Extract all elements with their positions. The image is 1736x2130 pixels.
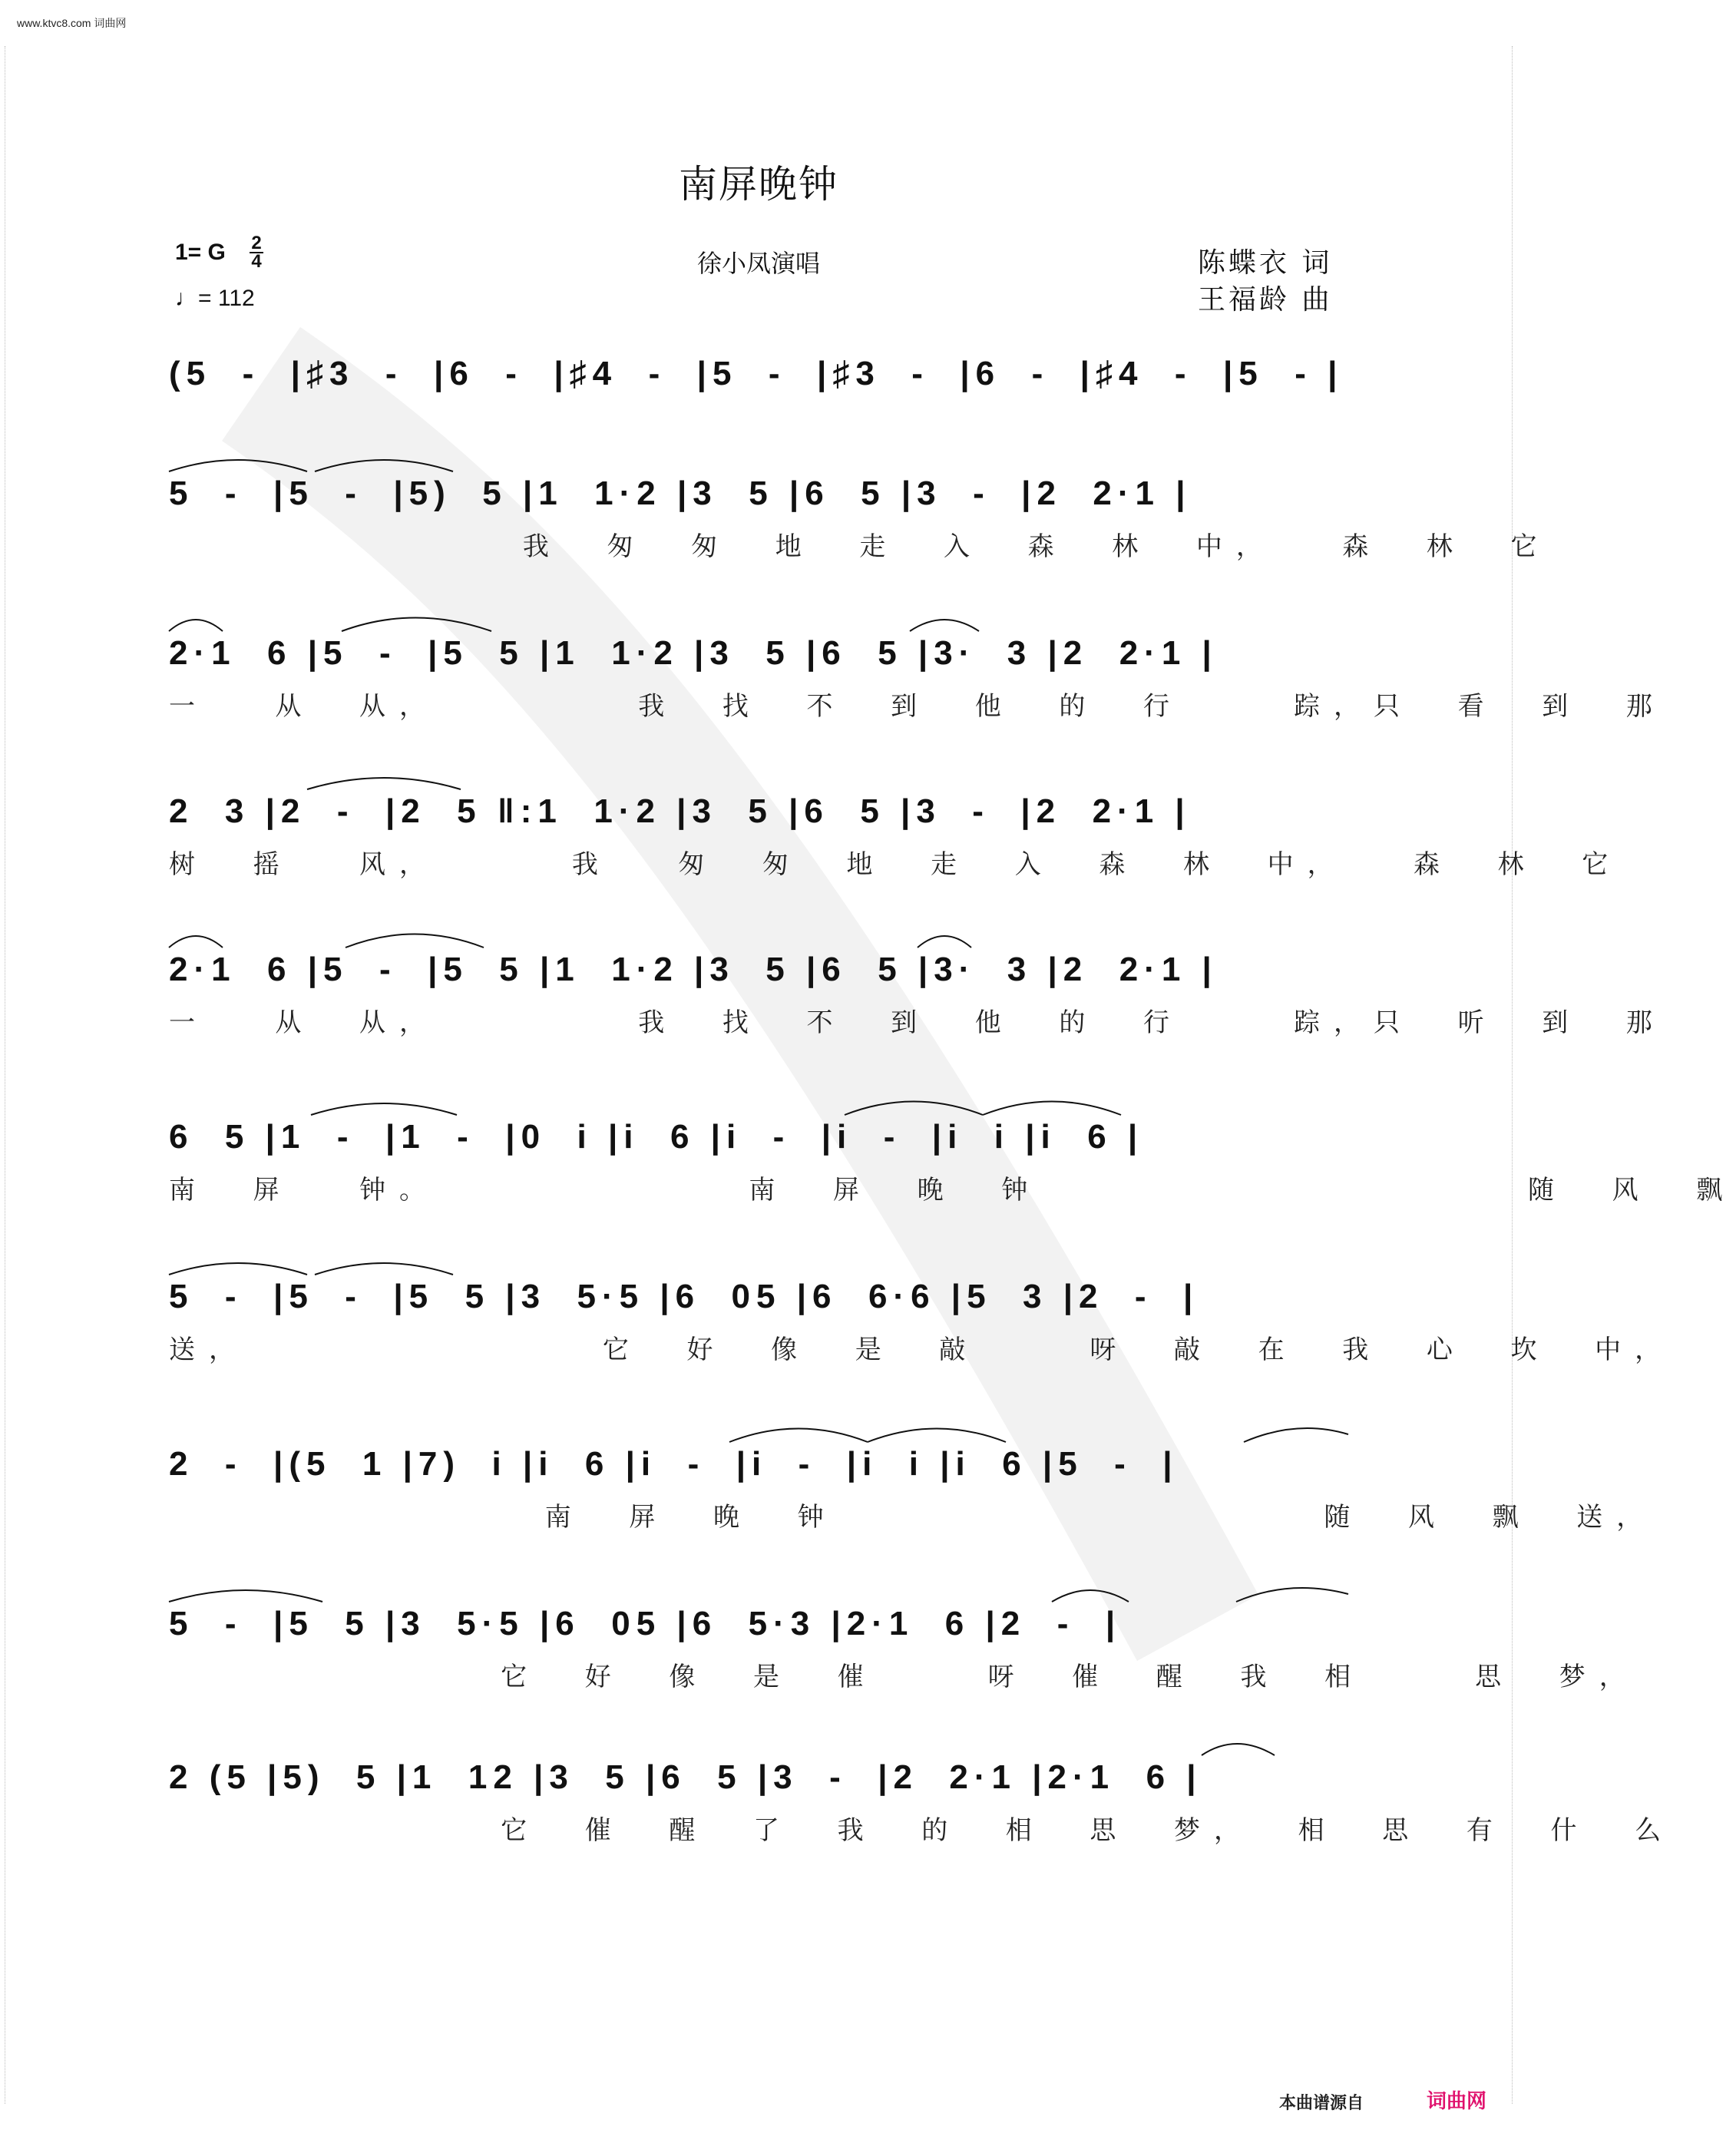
notation-line: 2 3 |2 - |2 5 ‖:1 1·2 |3 5 |6 5 |3 - |2 2·1 | (169, 792, 1191, 830)
lyric-line: 南 屏 晚 钟 随 风 飘 送， (169, 1502, 1657, 1533)
score-system-10 (169, 1758, 1675, 1881)
notation-line: 5 - |5 5 |3 5·5 |6 05 |6 5·3 |2·1 6 |2 - | (169, 1605, 1122, 1642)
lyric-line: 它 催 醒 了 我 的 相 思 梦， 相 思 有 什 么 (169, 1815, 1675, 1846)
notation-line: 2 (5 |5) 5 |1 12 |3 5 |6 5 |3 - |2 2·1 |2·1 6 | (169, 1758, 1202, 1796)
tempo-marking: ♩= 112 (175, 286, 255, 311)
time-signature-bottom: 4 (251, 251, 262, 272)
lyric-line: 一 从 从， 我 找 不 到 他 的 行 踪，只 听 到 那 (169, 1007, 1666, 1038)
lyric-line: 它 好 像 是 催 呀 催 醒 我 相 思 梦， (169, 1662, 1639, 1692)
score-system-6 (169, 1118, 1736, 1241)
footer-source-text: 本曲谱源自 (1278, 2094, 1364, 2113)
time-signature-top: 2 (251, 233, 262, 253)
notation-line: 5 - |5 - |5 5 |3 5·5 |6 05 |6 6·6 |5 3 |2 - | (169, 1278, 1199, 1315)
lyric-line: 一 从 从， 我 找 不 到 他 的 行 踪，只 看 到 那 (169, 691, 1666, 722)
score-system-4 (169, 792, 1622, 915)
score-system-3 (169, 634, 1666, 757)
score-system-5 (169, 951, 1666, 1073)
score-system-8 (169, 1445, 1657, 1568)
score-system-2 (169, 475, 1551, 597)
lyric-line: 送， 它 好 像 是 敲 呀 敲 在 我 心 坎 中， (169, 1335, 1675, 1365)
composer-credit: 王福龄 曲 (1198, 284, 1333, 316)
key-signature: 1= G (175, 240, 226, 265)
lyric-line: 我 匆 匆 地 走 入 森 林 中， 森 林 它 (169, 531, 1551, 562)
left-border-decoration (5, 46, 19, 2104)
notation-line: (5 - |♯3 - |6 - |♯4 - |5 - |♯3 - |6 - |♯4 - |5 - | (169, 355, 1344, 392)
right-border-decoration (1498, 46, 1513, 2104)
lyric-line: 树 摇 风， 我 匆 匆 地 走 入 森 林 中， 森 林 它 (169, 849, 1622, 880)
score-system-7 (169, 1278, 1675, 1401)
notation-line: 5 - |5 - |5) 5 |1 1·2 |3 5 |6 5 |3 - |2 2·1 | (169, 475, 1192, 512)
notation-line: 2 - |(5 1 |7) i |i 6 |i - |i - |i i |i 6 |5 - | (169, 1445, 1179, 1483)
lyric-line: 南 屏 钟。 南 屏 晚 钟 随 风 飘 (169, 1175, 1736, 1206)
notation-line: 2·1 6 |5 - |5 5 |1 1·2 |3 5 |6 5 |3· 3 |2 2·1 | (169, 634, 1218, 672)
footer-logo[interactable]: 词曲网 (1426, 2090, 1486, 2113)
score-system-9 (169, 1605, 1639, 1728)
song-title: 南屏晚钟 (679, 162, 838, 207)
site-url: www.ktvc8.com 词曲网 (17, 17, 127, 29)
singer-credit: 徐小凤演唱 (696, 249, 820, 278)
notation-line: 6 5 |1 - |1 - |0 i |i 6 |i - |i - |i i |i 6 | (169, 1118, 1144, 1156)
lyricist-credit: 陈蝶衣 词 (1198, 247, 1333, 279)
notation-line: 2·1 6 |5 - |5 5 |1 1·2 |3 5 |6 5 |3· 3 |2 2·1 | (169, 951, 1218, 988)
